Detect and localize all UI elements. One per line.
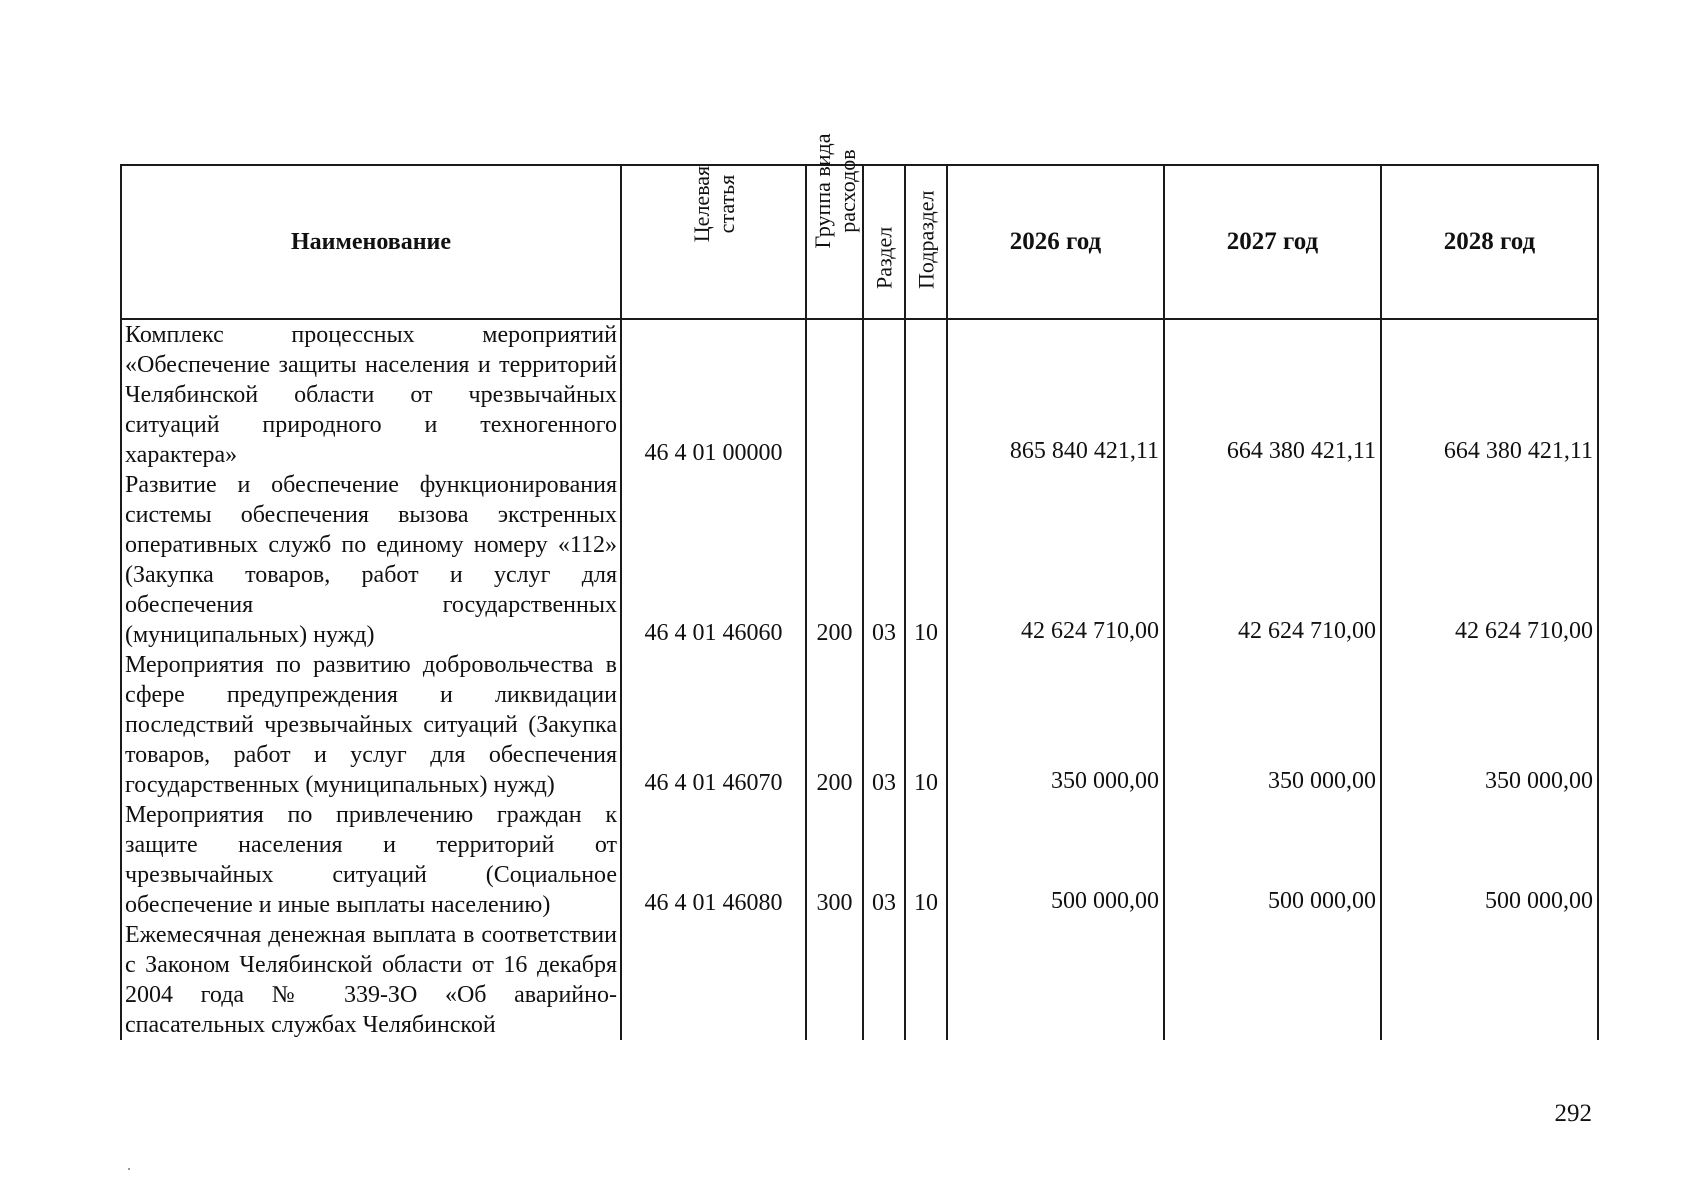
row-target-article: 46 4 01 46080: [621, 800, 806, 920]
header-name: Наименование: [121, 165, 621, 319]
header-subsection: [905, 165, 947, 319]
row-target-article: 46 4 01 46060: [621, 470, 806, 650]
row-amount-2026: 865 840 421,11: [947, 319, 1164, 470]
row-expense-group: [806, 319, 863, 470]
table-row: [121, 800, 1598, 920]
header-year-2026: 2026 год: [947, 165, 1164, 319]
row-subsection: [905, 319, 947, 470]
row-amount-2026: 42 624 710,00: [947, 470, 1164, 650]
row-expense-group: 200: [806, 470, 863, 650]
row-target-article: 46 4 01 00000: [621, 319, 806, 470]
row-name: Мероприятия по привлечению граждан к защите населения и территорий от чрезвычайных ситуаций (Социальное обеспечение и иные выплаты населению): [121, 800, 621, 920]
row-amount-2026: [947, 920, 1164, 1040]
row-subsection: [905, 920, 947, 1040]
row-section: 03: [863, 800, 905, 920]
header-section: [863, 165, 905, 319]
row-amount-2027: [1164, 920, 1381, 1040]
header-subsection-label: Подраздел: [913, 190, 939, 289]
table-row: [121, 470, 1598, 650]
row-expense-group: [806, 920, 863, 1040]
row-name: Развитие и обеспечение функционирования системы обеспечения вызова экстренных оперативных служб по единому номеру «112» (Закупка товаров, работ и услуг для обеспечения государственных (муниципальных) нужд): [121, 470, 621, 650]
header-expense-group-label: Группа вида расходов: [809, 133, 860, 249]
row-amount-2027: 664 380 421,11: [1164, 319, 1381, 470]
row-amount-2028: 664 380 421,11: [1381, 319, 1598, 470]
row-amount-2028: 500 000,00: [1381, 800, 1598, 920]
header-target-article-label: Целевая статья: [688, 165, 739, 243]
table-row: [121, 650, 1598, 800]
row-amount-2027: 350 000,00: [1164, 650, 1381, 800]
row-amount-2027: 42 624 710,00: [1164, 470, 1381, 650]
row-amount-2028: 42 624 710,00: [1381, 470, 1598, 650]
row-section: 03: [863, 650, 905, 800]
row-section: [863, 319, 905, 470]
row-subsection: 10: [905, 650, 947, 800]
row-name: Мероприятия по развитию добровольчества в сфере предупреждения и ликвидации последствий чрезвычайных ситуаций (Закупка товаров, работ и услуг для обеспечения государственных (муниципальных) нужд): [121, 650, 621, 800]
row-section: 03: [863, 470, 905, 650]
row-amount-2028: 350 000,00: [1381, 650, 1598, 800]
row-subsection: 10: [905, 800, 947, 920]
row-section: [863, 920, 905, 1040]
header-year-2027: 2027 год: [1164, 165, 1381, 319]
table-header-row: [121, 165, 1598, 319]
scan-speck: [128, 1168, 130, 1170]
table-row: [121, 319, 1598, 470]
row-amount-2027: 500 000,00: [1164, 800, 1381, 920]
header-section-label: Раздел: [871, 226, 897, 289]
row-expense-group: 300: [806, 800, 863, 920]
header-target-article: [621, 165, 806, 319]
page-number: 292: [1554, 1100, 1592, 1127]
budget-table: [120, 133, 1599, 1040]
row-amount-2026: 500 000,00: [947, 800, 1164, 920]
row-amount-2028: [1381, 920, 1598, 1040]
row-amount-2026: 350 000,00: [947, 650, 1164, 800]
row-name: Ежемесячная денежная выплата в соответствии с Законом Челябинской области от 16 декабря 2004 года № 339-ЗО «Об аварийно-спасательных службах Челябинской: [121, 920, 621, 1040]
header-expense-group: [806, 133, 863, 319]
row-target-article: [621, 920, 806, 1040]
header-year-2028: 2028 год: [1381, 165, 1598, 319]
table-row: [121, 920, 1598, 1040]
row-subsection: 10: [905, 470, 947, 650]
row-name: Комплекс процессных мероприятий «Обеспечение защиты населения и территорий Челябинской области от чрезвычайных ситуаций природного и техногенного характера»: [121, 319, 621, 470]
row-expense-group: 200: [806, 650, 863, 800]
row-target-article: 46 4 01 46070: [621, 650, 806, 800]
